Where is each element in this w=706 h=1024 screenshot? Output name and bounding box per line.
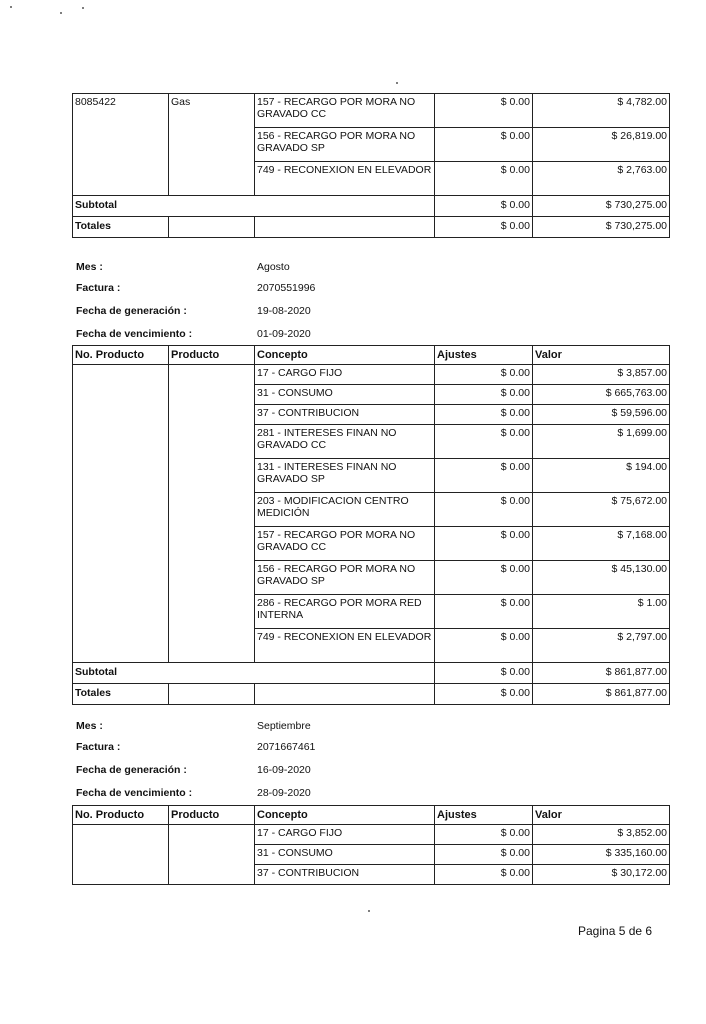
adjustment-cell: $ 0.00 xyxy=(435,527,533,561)
adjustment-cell: $ 0.00 xyxy=(435,595,533,629)
concept-cell: 37 - CONTRIBUCION xyxy=(255,865,435,885)
adjustment-cell: $ 0.00 xyxy=(435,493,533,527)
header-adjustments: Ajustes xyxy=(435,346,533,365)
value-cell: $ 665,763.00 xyxy=(533,385,670,405)
value-cell: $ 3,852.00 xyxy=(533,825,670,845)
table-header-row xyxy=(73,806,670,825)
concept-cell: 157 - RECARGO POR MORA NO GRAVADO CC xyxy=(255,527,435,561)
month-label: Mes : xyxy=(76,720,103,732)
empty-cell xyxy=(255,217,435,238)
due-date-value: 01-09-2020 xyxy=(257,328,311,340)
adjustment-cell: $ 0.00 xyxy=(435,629,533,663)
totals-adjustment: $ 0.00 xyxy=(435,217,533,238)
totals-value: $ 730,275.00 xyxy=(533,217,670,238)
adjustment-cell: $ 0.00 xyxy=(435,128,533,162)
generation-date-value: 16-09-2020 xyxy=(257,764,311,776)
concept-cell: 749 - RECONEXION EN ELEVADOR xyxy=(255,629,435,663)
adjustment-cell: $ 0.00 xyxy=(435,94,533,128)
header-value: Valor xyxy=(533,806,670,825)
scan-speck xyxy=(10,6,12,8)
page-number: Pagina 5 de 6 xyxy=(578,924,653,938)
due-date-label: Fecha de vencimiento : xyxy=(76,787,193,799)
totals-label: Totales xyxy=(73,684,169,705)
invoice-label: Factura : xyxy=(76,282,121,294)
value-cell: $ 45,130.00 xyxy=(533,561,670,595)
table-header-row xyxy=(73,346,670,365)
adjustment-cell: $ 0.00 xyxy=(435,385,533,405)
value-cell: $ 59,596.00 xyxy=(533,405,670,425)
month-label: Mes : xyxy=(76,261,103,273)
month-value: Agosto xyxy=(257,261,290,273)
header-adjustments: Ajustes xyxy=(435,806,533,825)
subtotal-adjustment: $ 0.00 xyxy=(435,663,533,684)
adjustment-cell: $ 0.00 xyxy=(435,425,533,459)
concept-cell: 131 - INTERESES FINAN NO GRAVADO SP xyxy=(255,459,435,493)
product-number-cell xyxy=(73,825,169,885)
invoice-label: Factura : xyxy=(76,741,121,753)
generation-date-label: Fecha de generación : xyxy=(76,764,187,776)
concept-cell: 156 - RECARGO POR MORA NO GRAVADO SP xyxy=(255,128,435,162)
concept-cell: 156 - RECARGO POR MORA NO GRAVADO SP xyxy=(255,561,435,595)
value-cell: $ 26,819.00 xyxy=(533,128,670,162)
totals-row xyxy=(73,684,670,705)
concept-cell: 281 - INTERESES FINAN NO GRAVADO CC xyxy=(255,425,435,459)
header-product-number: No. Producto xyxy=(73,806,169,825)
subtotal-row xyxy=(73,663,670,684)
invoice-value: 2070551996 xyxy=(257,282,316,294)
value-cell: $ 4,782.00 xyxy=(533,94,670,128)
adjustment-cell: $ 0.00 xyxy=(435,825,533,845)
totals-value: $ 861,877.00 xyxy=(533,684,670,705)
product-number-cell xyxy=(73,365,169,663)
subtotal-label: Subtotal xyxy=(73,196,435,217)
value-cell: $ 30,172.00 xyxy=(533,865,670,885)
product-cell xyxy=(169,365,255,663)
header-concept: Concepto xyxy=(255,806,435,825)
value-cell: $ 1,699.00 xyxy=(533,425,670,459)
continuation-table xyxy=(72,93,670,238)
adjustment-cell: $ 0.00 xyxy=(435,865,533,885)
table-row xyxy=(73,825,670,845)
subtotal-value: $ 861,877.00 xyxy=(533,663,670,684)
value-cell: $ 75,672.00 xyxy=(533,493,670,527)
concept-cell: 31 - CONSUMO xyxy=(255,845,435,865)
concept-cell: 286 - RECARGO POR MORA RED INTERNA xyxy=(255,595,435,629)
table-row xyxy=(73,94,670,128)
empty-cell xyxy=(169,217,255,238)
empty-cell xyxy=(255,684,435,705)
concept-cell: 749 - RECONEXION EN ELEVADOR xyxy=(255,162,435,196)
value-cell: $ 1.00 xyxy=(533,595,670,629)
adjustment-cell: $ 0.00 xyxy=(435,561,533,595)
subtotal-value: $ 730,275.00 xyxy=(533,196,670,217)
concept-cell: 17 - CARGO FIJO xyxy=(255,365,435,385)
totals-adjustment: $ 0.00 xyxy=(435,684,533,705)
value-cell: $ 7,168.00 xyxy=(533,527,670,561)
adjustment-cell: $ 0.00 xyxy=(435,365,533,385)
header-product-number: No. Producto xyxy=(73,346,169,365)
product-number-cell: 8085422 xyxy=(73,94,169,196)
concept-cell: 203 - MODIFICACION CENTRO MEDICIÓN xyxy=(255,493,435,527)
adjustment-cell: $ 0.00 xyxy=(435,162,533,196)
header-product: Producto xyxy=(169,346,255,365)
scan-speck xyxy=(82,7,84,9)
adjustment-cell: $ 0.00 xyxy=(435,845,533,865)
agosto-table xyxy=(72,345,670,705)
value-cell: $ 3,857.00 xyxy=(533,365,670,385)
header-product: Producto xyxy=(169,806,255,825)
value-cell: $ 2,797.00 xyxy=(533,629,670,663)
scan-speck xyxy=(396,82,398,84)
concept-cell: 17 - CARGO FIJO xyxy=(255,825,435,845)
product-cell: Gas xyxy=(169,94,255,196)
concept-cell: 157 - RECARGO POR MORA NO GRAVADO CC xyxy=(255,94,435,128)
subtotal-adjustment: $ 0.00 xyxy=(435,196,533,217)
scan-speck xyxy=(368,910,370,912)
concept-cell: 31 - CONSUMO xyxy=(255,385,435,405)
totals-row xyxy=(73,217,670,238)
table-row xyxy=(73,365,670,385)
subtotal-label: Subtotal xyxy=(73,663,435,684)
due-date-label: Fecha de vencimiento : xyxy=(76,328,193,340)
adjustment-cell: $ 0.00 xyxy=(435,459,533,493)
value-cell: $ 335,160.00 xyxy=(533,845,670,865)
due-date-value: 28-09-2020 xyxy=(257,787,311,799)
header-concept: Concepto xyxy=(255,346,435,365)
concept-cell: 37 - CONTRIBUCION xyxy=(255,405,435,425)
empty-cell xyxy=(169,684,255,705)
product-cell xyxy=(169,825,255,885)
month-value: Septiembre xyxy=(257,720,311,732)
invoice-value: 2071667461 xyxy=(257,741,316,753)
totals-label: Totales xyxy=(73,217,169,238)
value-cell: $ 194.00 xyxy=(533,459,670,493)
generation-date-value: 19-08-2020 xyxy=(257,305,311,317)
scan-speck xyxy=(60,12,62,14)
septiembre-table xyxy=(72,805,670,885)
header-value: Valor xyxy=(533,346,670,365)
generation-date-label: Fecha de generación : xyxy=(76,305,187,317)
value-cell: $ 2,763.00 xyxy=(533,162,670,196)
adjustment-cell: $ 0.00 xyxy=(435,405,533,425)
subtotal-row xyxy=(73,196,670,217)
